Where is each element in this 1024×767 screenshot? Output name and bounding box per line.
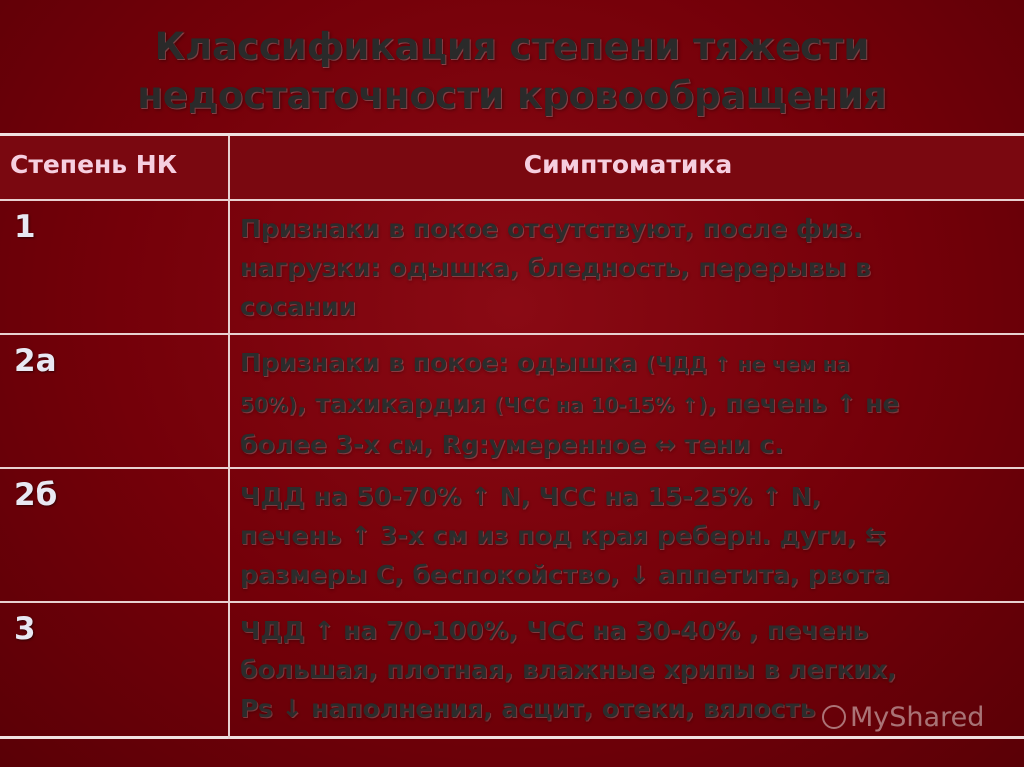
title-line-2: недостаточности кровообращения — [137, 74, 887, 117]
table-row — [0, 333, 1024, 467]
symptom-line — [240, 384, 1010, 425]
grade-cell: 1 — [14, 209, 36, 245]
header-symptoms: Симптоматика — [523, 150, 733, 179]
symptom-note: 50%) — [240, 393, 298, 417]
symptom-line: ЧДД ↑ на 70-100%, ЧСС на 30-40% , печень — [240, 616, 869, 645]
column-divider — [228, 603, 230, 739]
symptom-note: (ЧДД ↑ не чем на — [646, 352, 850, 376]
symptoms-cell — [240, 209, 1010, 326]
symptom-text: , тахикардия — [297, 389, 495, 418]
table-row — [0, 199, 1024, 333]
symptom-line: Признаки в покое отсутствуют, после физ. — [240, 214, 863, 243]
symptoms-cell — [240, 477, 1010, 594]
symptom-line: Ps ↓ наполнения, асцит, отеки, вялость — [240, 694, 816, 723]
symptom-line: нагрузки: одышка, бледность, перерывы в — [240, 253, 871, 282]
classification-table — [0, 133, 1024, 739]
column-divider — [228, 469, 230, 601]
symptom-line: сосании — [240, 292, 356, 321]
symptom-line: печень ↑ 3-х см из под края реберн. дуги, ⇆ — [240, 521, 886, 550]
symptom-line: более 3-х см, Rg:умеренное ↔ тени с. — [240, 430, 784, 459]
grade-cell: 2а — [14, 343, 57, 379]
column-divider — [228, 136, 230, 199]
table-row — [0, 467, 1024, 601]
grade-cell: 2б — [14, 477, 58, 513]
title-line-1: Классификация степени тяжести — [154, 25, 870, 68]
symptoms-cell — [240, 343, 1010, 464]
watermark-logo-icon — [822, 705, 846, 729]
grade-cell: 3 — [14, 611, 36, 647]
symptom-line: ЧДД на 50-70% ↑ N, ЧСС на 15-25% ↑ N, — [240, 482, 821, 511]
header-grade: Степень НК — [10, 150, 178, 179]
slide-title — [0, 22, 1024, 120]
symptom-note: (ЧСС на 10-15% ↑) — [494, 393, 708, 417]
symptom-line: большая, плотная, влажные хрипы в легких, — [240, 655, 897, 684]
watermark-text: MyShared — [850, 702, 985, 733]
watermark — [822, 702, 984, 733]
column-divider — [228, 335, 230, 467]
symptom-text: , печень ↑ не — [707, 389, 900, 418]
symptom-line — [240, 343, 1010, 384]
symptom-line: размеры С, беспокойство, ↓ аппетита, рвота — [240, 560, 891, 589]
column-divider — [228, 201, 230, 333]
table-header-row — [0, 136, 1024, 199]
symptom-text: Признаки в покое: одышка — [240, 348, 647, 377]
